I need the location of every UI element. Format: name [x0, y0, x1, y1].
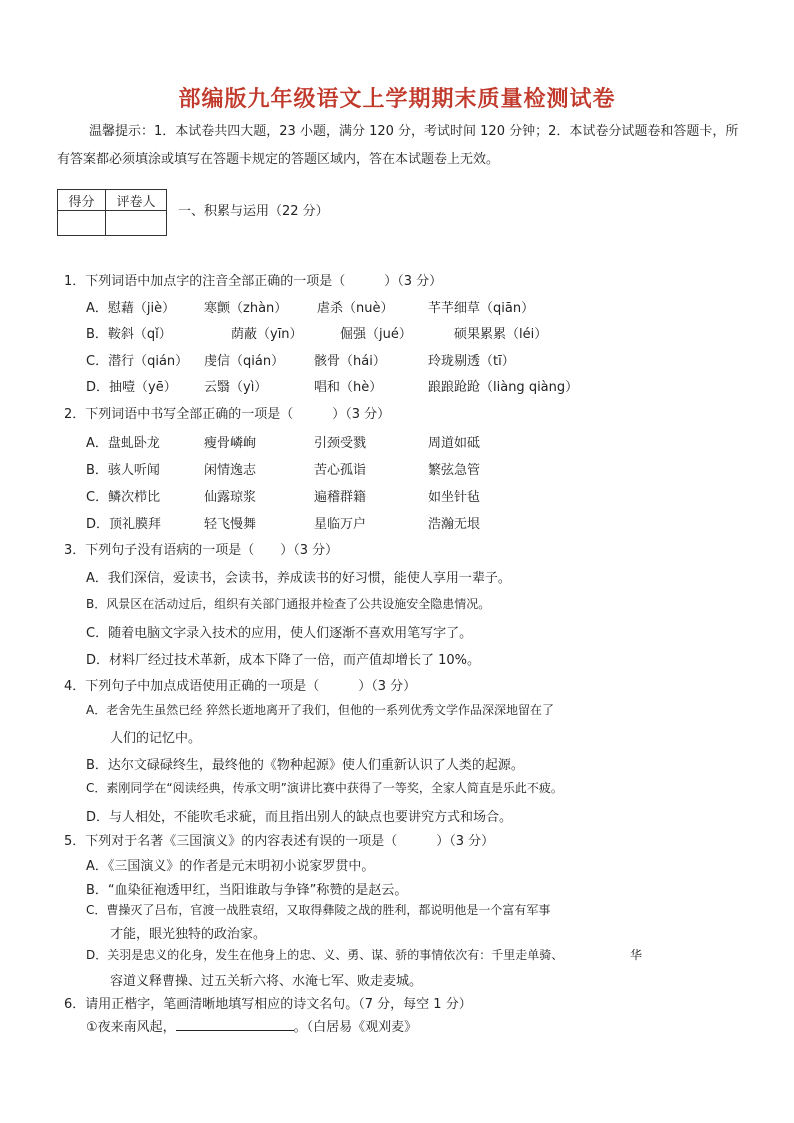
q3-option-b: B．风景区在活动过后，组织有关部门通报并检查了公共设施安全隐患情况。	[86, 597, 491, 611]
option-cell: A．盘虬卧龙	[86, 436, 160, 451]
option-cell: 踉踉跄跄（liàng qiàng）	[428, 380, 579, 395]
q6-item-1	[86, 1016, 417, 1035]
q2-row-b	[86, 459, 686, 478]
option-cell: 寒颤（zhàn）	[204, 301, 288, 316]
option-cell: 引颈受戮	[314, 436, 367, 451]
q5-option-a: A．《三国演义》的作者是元末明初小说家罗贯中。	[86, 859, 375, 874]
q5-option-d-tail: 华	[630, 948, 643, 962]
option-cell: 虐杀（nuè）	[317, 301, 394, 316]
option-cell: D．顶礼膜拜	[86, 517, 162, 532]
answer-blank[interactable]	[176, 1018, 294, 1031]
q5-option-c: C．曹操灭了吕布，官渡一战胜袁绍，又取得彝陵之战的胜利，都说明他是一个富有军事	[86, 903, 551, 917]
q5-option-d-cont: 容道义释曹操、过五关斩六将、水淹七军、败走麦城。	[110, 974, 423, 989]
option-cell: 唱和（hè）	[314, 380, 383, 395]
option-cell: B．骇人听闻	[86, 463, 160, 478]
question-3-stem: 3．下列句子没有语病的一项是（ ）（3 分）	[64, 543, 339, 558]
exam-tip: 温馨提示：1．本试卷共四大题，23 小题，满分 120 分，考试时间 120 分钟；2．本试卷分试题卷和答题卡，所有答案都必须填涂或填写在答题卡规定的答题区域内，答在本试题卷上无效。	[57, 124, 739, 167]
question-5-stem: 5．下列对于名著《三国演义》的内容表述有误的一项是（ ）（3 分）	[64, 834, 495, 849]
option-cell: 浩瀚无垠	[428, 517, 481, 532]
q1-row-c	[86, 350, 686, 369]
q3-option-d: D．材料厂经过技术革新，成本下降了一倍，而产值却增长了 10%。	[86, 653, 481, 668]
option-cell: 骸骨（hái）	[314, 354, 386, 369]
option-cell: C．潜行（qián）	[86, 354, 189, 369]
q2-row-d	[86, 513, 686, 532]
option-cell: 如坐针毡	[428, 490, 481, 505]
option-cell: 仙露琼浆	[204, 490, 257, 505]
option-cell: 繁弦急管	[428, 463, 481, 478]
option-cell: D．抽噎（yē）	[86, 380, 177, 395]
option-cell: 星临万户	[314, 517, 367, 532]
q4-option-a-cont: 人们的记忆中。	[110, 731, 202, 746]
q4-option-a: A．老舍先生虽然已经 猝然长逝地离开了我们，但他的一系列优秀文学作品深深地留在了	[86, 703, 555, 717]
option-cell: C．鳞次栉比	[86, 490, 161, 505]
option-cell: 轻飞慢舞	[204, 517, 257, 532]
grader-header: 评卷人	[106, 190, 167, 211]
question-2-stem: 2．下列词语中书写全部正确的一项是（ ）（3 分）	[64, 407, 391, 422]
q1-row-b	[86, 323, 686, 342]
option-cell: 虔信（qián）	[204, 354, 285, 369]
option-cell: 闲情逸志	[204, 463, 257, 478]
q5-option-d: D．关羽是忠义的化身，发生在他身上的忠、义、勇、谋、骄的事情依次有：千里走单骑、	[86, 948, 564, 962]
question-4-stem: 4．下列句子中加点成语使用正确的一项是（ ）（3 分）	[64, 679, 417, 694]
option-cell: A．慰藉（jiè）	[86, 301, 176, 316]
option-cell: 瘦骨嶙峋	[204, 436, 257, 451]
grader-cell[interactable]	[106, 211, 167, 236]
q2-row-a	[86, 432, 686, 451]
q2-row-c	[86, 486, 686, 505]
option-cell: 遍稽群籍	[314, 490, 367, 505]
q4-option-c: C．素刚同学在“阅读经典，传承文明”演讲比赛中获得了一等奖，全家人简直是乐此不疲。	[86, 781, 563, 795]
q4-option-d: D．与人相处，不能吹毛求疵，而且指出别人的缺点也要讲究方式和场合。	[86, 810, 513, 825]
option-cell: 倔强（jué）	[340, 327, 412, 342]
q4-option-b: B．达尔文碌碌终生，最终他的《物种起源》使人们重新认识了人类的起源。	[86, 758, 524, 773]
page-title: 部编版九年级语文上学期期末质量检测试卷	[178, 86, 616, 112]
q5-option-b: B．“血染征袍透甲红，当阳谁敢与争锋”称赞的是赵云。	[86, 883, 408, 898]
poem-suffix: 。（白居易《观刈麦》	[293, 1020, 418, 1035]
q3-option-c: C．随着电脑文字录入技术的应用，使人们逐渐不喜欢用笔写字了。	[86, 626, 473, 641]
q1-row-a	[86, 297, 686, 316]
question-1-stem: 1．下列词语中加点字的注音全部正确的一项是（ ）（3 分）	[64, 274, 443, 289]
score-table	[57, 189, 167, 236]
q3-option-a: A．我们深信，爱读书，会读书，养成读书的好习惯，能使人享用一辈子。	[86, 571, 511, 586]
option-cell: 硕果累累（léi）	[454, 327, 548, 342]
option-cell: B．鞍斜（qǐ）	[86, 327, 172, 342]
section-heading: 一、积累与运用（22 分）	[178, 204, 329, 219]
option-cell: 云翳（yì）	[204, 380, 268, 395]
option-cell: 苦心孤诣	[314, 463, 367, 478]
score-header: 得分	[58, 190, 106, 211]
question-6-stem: 6．请用正楷字，笔画清晰地填写相应的诗文名句。（7 分，每空 1 分）	[64, 997, 472, 1012]
option-cell: 荫蔽（yīn）	[231, 327, 303, 342]
q1-row-d	[86, 376, 686, 395]
poem-prefix: ①夜来南风起，	[86, 1020, 176, 1035]
option-cell: 周道如砥	[428, 436, 481, 451]
option-cell: 芊芊细草（qiān）	[428, 301, 535, 316]
score-cell[interactable]	[58, 211, 106, 236]
option-cell: 玲珑剔透（tī）	[428, 354, 515, 369]
q5-option-c-cont: 才能，眼光独特的政治家。	[110, 927, 267, 942]
